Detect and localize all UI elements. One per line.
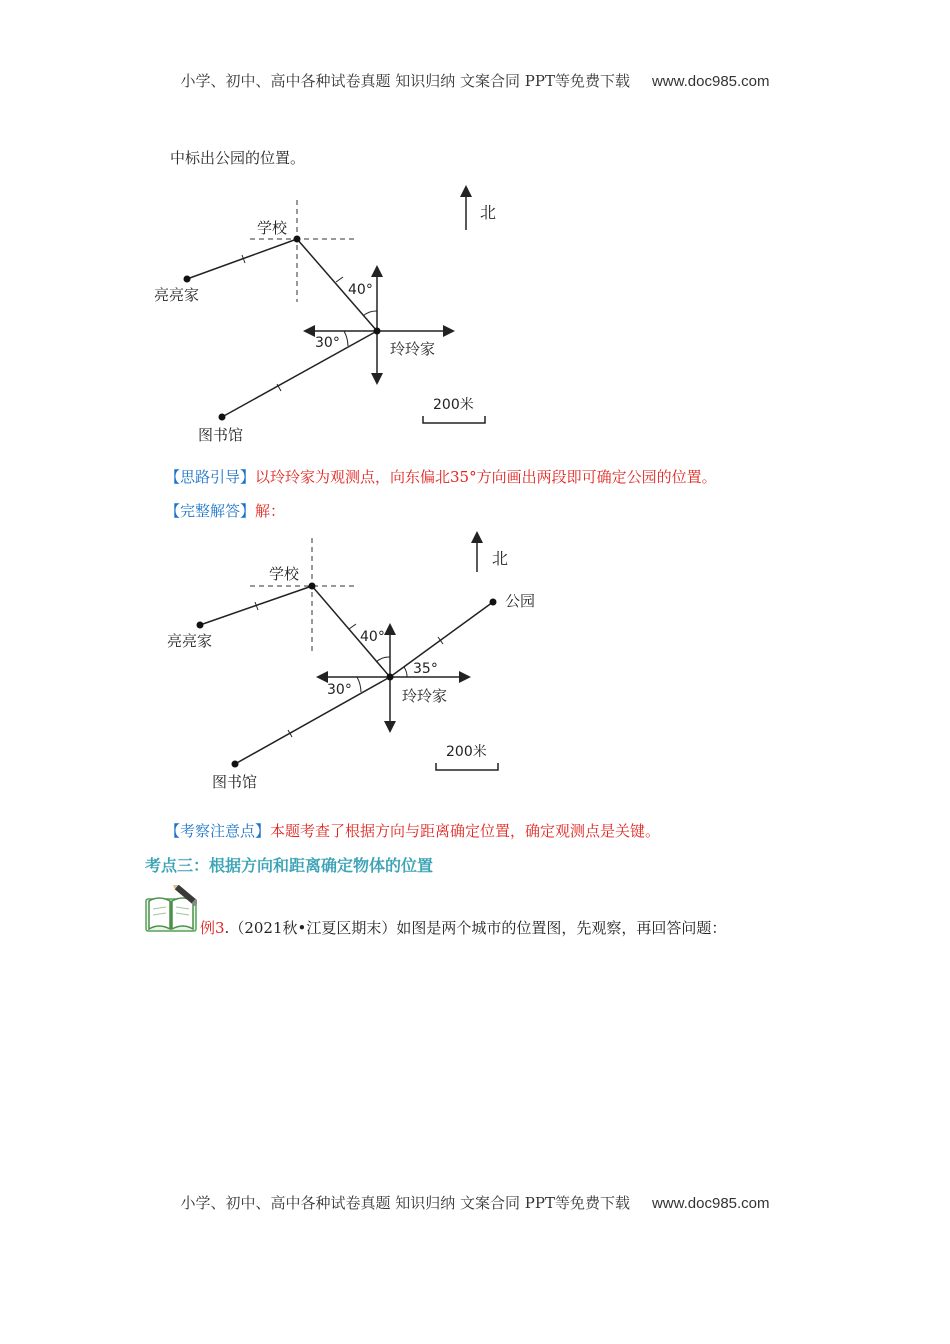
angle-35-label: 35° xyxy=(413,661,438,677)
note-line xyxy=(165,820,660,841)
answer-text: 解： xyxy=(255,502,286,520)
school-label-2: 学校 xyxy=(269,565,300,583)
north-label: 北 xyxy=(480,203,497,222)
scale-label-2: 200米 xyxy=(446,744,487,760)
north-label-2: 北 xyxy=(492,549,509,568)
header-text: 小学、初中、高中各种试卷真题 知识归纳 文案合同 PPT等免费下载 xyxy=(180,72,630,90)
school-label: 学校 xyxy=(257,219,288,237)
hint-text: 以玲玲家为观测点，向东偏北35°方向画出两段即可确定公园的位置。 xyxy=(255,468,717,486)
diagram-2 xyxy=(155,530,555,800)
liangliang-label: 亮亮家 xyxy=(154,286,200,304)
example-line xyxy=(200,917,726,938)
hint-line xyxy=(165,466,717,487)
example-text: .（2021秋•江夏区期末）如图是两个城市的位置图，先观察，再回答问题： xyxy=(224,919,727,937)
book-pencil-icon xyxy=(145,885,197,933)
hint-tag: 【思路引导】 xyxy=(165,468,256,486)
note-text: 本题考查了根据方向与距离确定位置，确定观测点是关键。 xyxy=(270,822,661,840)
angle-40-label: 40° xyxy=(348,282,373,298)
section-title: 考点三：根据方向和距离确定物体的位置 xyxy=(145,856,434,875)
park-label: 公园 xyxy=(505,592,536,610)
note-tag: 【考察注意点】 xyxy=(165,822,271,840)
lingling-label-2: 玲玲家 xyxy=(402,687,448,705)
page-footer xyxy=(0,1192,950,1213)
answer-line xyxy=(165,500,285,521)
answer-tag: 【完整解答】 xyxy=(165,502,256,520)
diagram-1 xyxy=(140,180,540,450)
lingling-label: 玲玲家 xyxy=(390,340,436,358)
liangliang-label-2: 亮亮家 xyxy=(167,632,213,650)
page-header xyxy=(0,70,950,91)
angle-30-label: 30° xyxy=(315,335,340,351)
example-label: 例3 xyxy=(200,919,225,937)
library-label: 图书馆 xyxy=(198,426,244,444)
angle-30-label-2: 30° xyxy=(327,682,352,698)
library-label-2: 图书馆 xyxy=(212,773,258,791)
scale-label: 200米 xyxy=(433,397,474,413)
footer-url[interactable]: www.doc985.com xyxy=(651,1195,770,1212)
footer-text: 小学、初中、高中各种试卷真题 知识归纳 文案合同 PPT等免费下载 xyxy=(180,1194,630,1212)
header-url[interactable]: www.doc985.com xyxy=(651,73,770,90)
intro-text: 中标出公园的位置。 xyxy=(170,149,306,167)
angle-40-label-2: 40° xyxy=(360,629,385,645)
